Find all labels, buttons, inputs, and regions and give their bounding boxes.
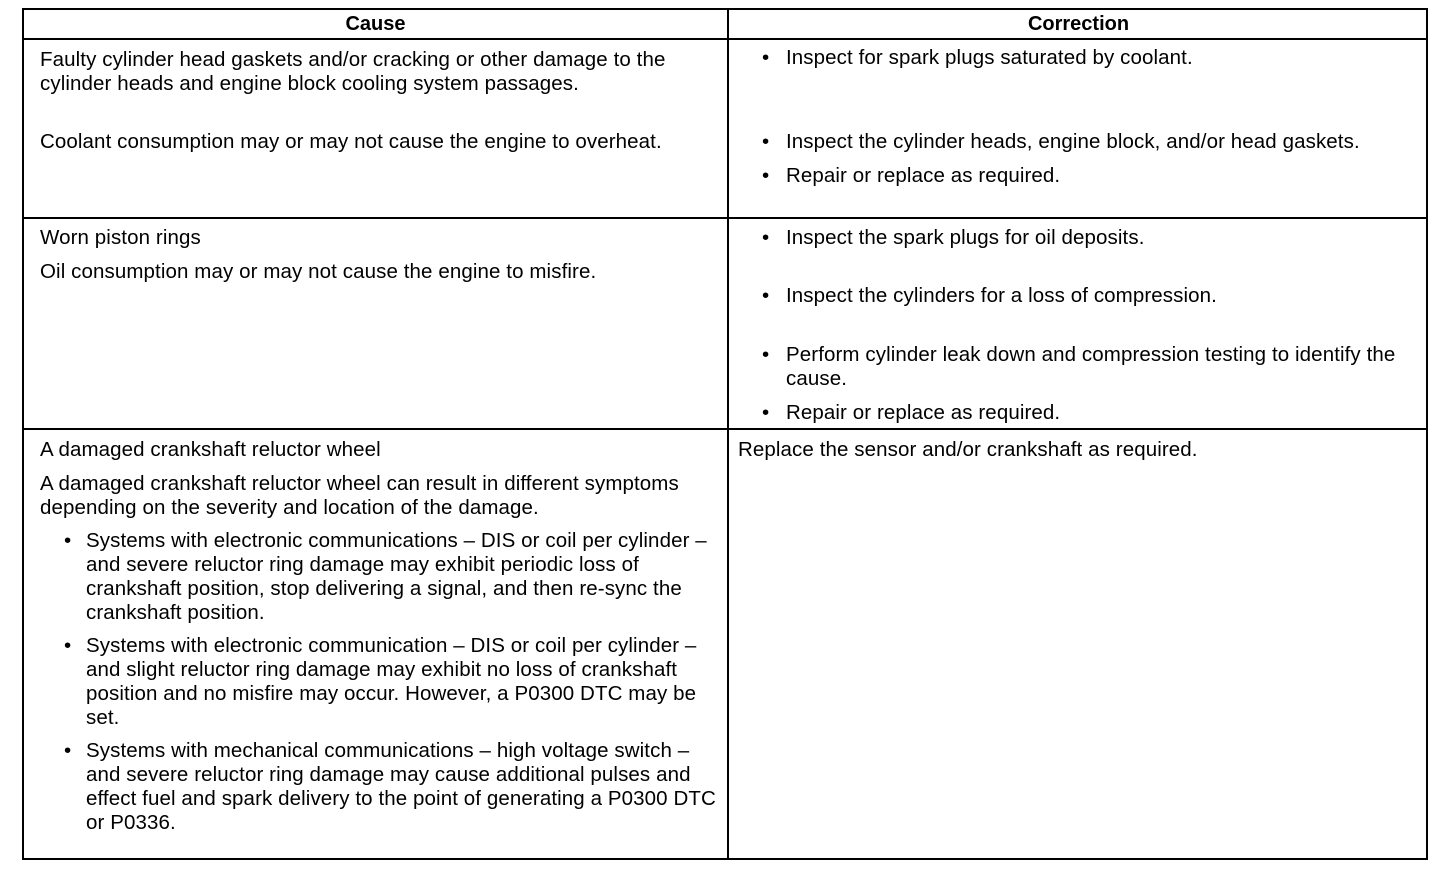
row-3-cause-bullet: • Systems with electronic communication – DIS or coil per cylinder – and slight reluctor ring damage may exhibit no loss of crankshaft position and no misfire may occur. However, a P0300 DTC may be set.	[64, 634, 697, 729]
row-2-cause-text: Worn piston rings	[40, 226, 201, 249]
row-3-cause-note: A damaged crankshaft reluctor wheel can result in different symptoms depending on the severity and location of the damage.	[40, 472, 679, 519]
row-3-cause-text: A damaged crankshaft reluctor wheel	[40, 438, 381, 461]
row-2-correction-item: • Inspect the cylinders for a loss of compression.	[762, 284, 1217, 307]
row-divider-2	[24, 428, 1426, 430]
bullet-icon: •	[64, 529, 72, 552]
bullet-icon: •	[64, 634, 72, 657]
bullet-icon: •	[762, 343, 770, 366]
row-3-correction	[738, 438, 1408, 462]
bullet-icon: •	[64, 739, 72, 762]
column-divider	[727, 10, 729, 858]
header-divider	[24, 38, 1426, 40]
bullet-icon: •	[762, 130, 770, 153]
row-divider-1	[24, 217, 1426, 219]
row-2-correction-item: • Repair or replace as required.	[762, 401, 1061, 424]
row-3-correction-text: Replace the sensor and/or crankshaft as required.	[738, 438, 1198, 461]
bullet-icon: •	[762, 164, 770, 187]
bullet-icon: •	[762, 226, 770, 249]
row-2-cause-note: Oil consumption may or may not cause the engine to misfire.	[40, 260, 597, 283]
header-cause: Cause	[345, 12, 406, 35]
row-3-cause-bullet: • Systems with electronic communications – DIS or coil per cylinder – and severe reluctor ring damage may exhibit periodic loss of crankshaft position, stop delivering a signal, and then re-sync the crankshaft position.	[64, 529, 707, 624]
row-2-correction-item: • Perform cylinder leak down and compression testing to identify the cause.	[762, 343, 1396, 390]
cause-correction-table	[22, 8, 1428, 860]
header-correction: Correction	[1027, 12, 1130, 35]
row-1-correction-item: • Inspect the cylinder heads, engine block, and/or head gaskets.	[762, 130, 1360, 153]
row-1-correction	[762, 46, 1402, 188]
row-1-cause-text: Faulty cylinder head gaskets and/or cracking or other damage to the cylinder heads and engine block cooling system passages.	[40, 48, 666, 95]
row-2-cause	[40, 226, 724, 284]
bullet-icon: •	[762, 284, 770, 307]
row-1-cause-note: Coolant consumption may or may not cause the engine to overheat.	[40, 130, 662, 153]
bullet-icon: •	[762, 401, 770, 424]
row-1-correction-item: • Inspect for spark plugs saturated by coolant.	[762, 46, 1193, 69]
row-1-correction-item: • Repair or replace as required.	[762, 164, 1061, 187]
row-3-cause-bullet: • Systems with mechanical communications – high voltage switch – and severe reluctor ring damage may cause additional pulses and effect fuel and spark delivery to the point of generating a P0300 DTC or P0336.	[64, 739, 716, 834]
row-2-correction-item: • Inspect the spark plugs for oil deposits.	[762, 226, 1145, 249]
bullet-icon: •	[762, 46, 770, 69]
row-3-cause	[40, 438, 724, 835]
row-2-correction	[762, 226, 1402, 425]
row-1-cause	[40, 48, 724, 154]
